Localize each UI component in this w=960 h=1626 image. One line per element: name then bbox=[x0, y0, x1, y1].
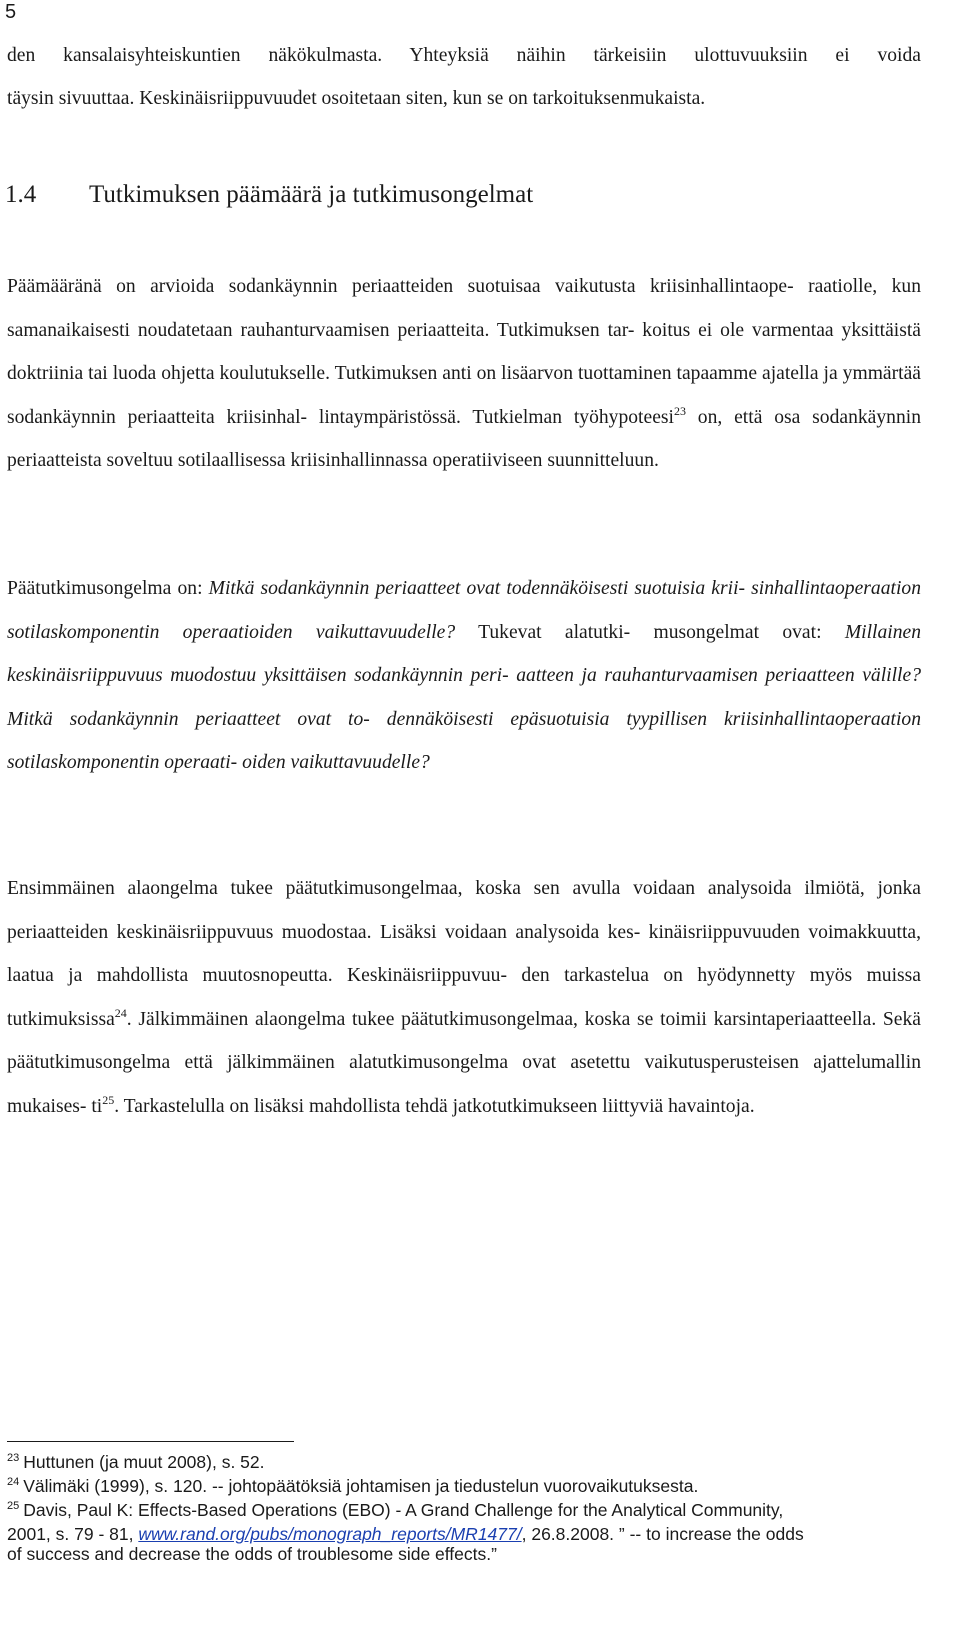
justification-paragraph bbox=[7, 867, 921, 1128]
footnote-ref-23[interactable]: 23 bbox=[673, 403, 686, 418]
justification-text-2: . Jälkimmäinen alaongelma tukee päätutkimusongelmaa, koska se toimii karsintaperiaatteella. Sekä päätutkimusongelma että jälkimmäinen alatutkimusongelma ovat asetettu vaikutusperusteisen ajattelumallin mukaises- ti bbox=[7, 1008, 921, 1117]
footnote-ref-24[interactable]: 24 bbox=[114, 1005, 127, 1020]
sub-research-question-1: Millainen keskinäisriippuvuus muodostuu yksittäisen sodankäynnin peri- aatteen ja rauhanturvaamisen periaatteen välille? bbox=[7, 621, 921, 686]
main-question-lead: Päätutkimusongelma on: bbox=[7, 578, 209, 599]
aim-paragraph bbox=[7, 265, 921, 483]
footnote-text-line-3: of success and decrease the odds of troublesome side effects.” bbox=[7, 1544, 497, 1564]
footnote-24 bbox=[7, 1476, 921, 1496]
page-number: 5 bbox=[5, 1, 17, 23]
footnote-number: 23 bbox=[7, 1452, 20, 1464]
footnote-text-line-2: 2001, s. 79 - 81, bbox=[7, 1524, 139, 1544]
footnote-23 bbox=[7, 1452, 921, 1472]
aim-text-1: Päämääränä on arvioida sodankäynnin periaatteiden suotuisaa vaikutusta kriisinhallintaope- raatiolle, kun samanaikaisesti noudatetaan rauhanturvaamisen periaatteita. Tutkimuksen tar- koitus ei ole varmentaa yksittäistä doktriinia tai luoda ohjetta koulutukselle. Tutkimuksen anti on lisäarvon tuottaminen tapaamme ajatella ja ymmärtää sodankäynnin periaatteita kriisinhal- lintaympäristössä. Tutkielman työhypoteesi bbox=[7, 276, 921, 428]
footnote-text-line-2-end: , 26.8.2008. ” -- to increase the odds bbox=[521, 1524, 804, 1544]
footnote-text-line-1: Davis, Paul K: Effects-Based Operations (EBO) - A Grand Challenge for the Analytical Community, bbox=[23, 1500, 784, 1520]
footnote-number: 25 bbox=[7, 1500, 20, 1512]
footnote-text: Huttunen (ja muut 2008), s. 52. bbox=[23, 1452, 265, 1472]
intro-line-1: den kansalaisyhteiskuntien näkökulmasta. Yhteyksiä näihin tärkeisiin ulottuvuuksiin ei voida bbox=[7, 45, 921, 66]
justification-text-1: Ensimmäinen alaongelma tukee päätutkimusongelmaa, koska sen avulla voidaan analysoida ilmiötä, jonka periaatteiden keskinäisriippuvuus muodostaa. Lisäksi voidaan analysoida kes- kinäisriippuvuuden voimakkuutta, laatua ja mahdollista muutosnopeutta. Keskinäisriippuvuu- den tarkastelua on hyödynnetty myös muissa tutkimuksissa bbox=[7, 878, 921, 1030]
justification-text-3: . Tarkastelulla on lisäksi mahdollista tehdä jatkotutkimukseen liittyviä havaintoja. bbox=[114, 1095, 755, 1117]
footnote-ref-25[interactable]: 25 bbox=[102, 1092, 115, 1107]
rand-monograph-link[interactable]: www.rand.org/pubs/monograph_reports/MR1477/ bbox=[138, 1524, 522, 1544]
research-questions-paragraph bbox=[7, 567, 921, 785]
section-number: 1.4 bbox=[5, 181, 37, 208]
section-heading bbox=[5, 175, 533, 215]
sub-research-question-2: Mitkä sodankäynnin periaatteet ovat to- dennäköisesti epäsuotuisia tyypillisen kriisinhallintaoperaation sotilaskomponentin operaati- oiden vaikuttavuudelle? bbox=[7, 708, 921, 773]
intro-line-2: täysin sivuuttaa. Keskinäisriippuvuudet osoitetaan siten, kun se on tarkoituksenmukaista. bbox=[7, 88, 706, 109]
footnote-25 bbox=[7, 1500, 921, 1564]
sub-questions-lead: Tukevat alatutki- musongelmat ovat: bbox=[455, 621, 845, 643]
footnote-separator bbox=[7, 1441, 294, 1442]
footnote-text: Välimäki (1999), s. 120. -- johtopäätöksiä johtamisen ja tiedustelun vuorovaikutuksesta. bbox=[23, 1476, 699, 1496]
footnote-number: 24 bbox=[7, 1476, 20, 1488]
aim-text-2: on, että osa sodankäynnin periaatteista soveltuu sotilaallisessa kriisinhallinnassa operatiiviseen suunnitteluun. bbox=[7, 406, 921, 471]
section-title: Tutkimuksen päämäärä ja tutkimusongelmat bbox=[89, 181, 534, 208]
main-research-question: Mitkä sodankäynnin periaatteet ovat todennäköisesti suotuisia krii- sinhallintaoperaation sotilaskomponentin operaatioiden vaikuttavuudelle? bbox=[7, 578, 921, 643]
